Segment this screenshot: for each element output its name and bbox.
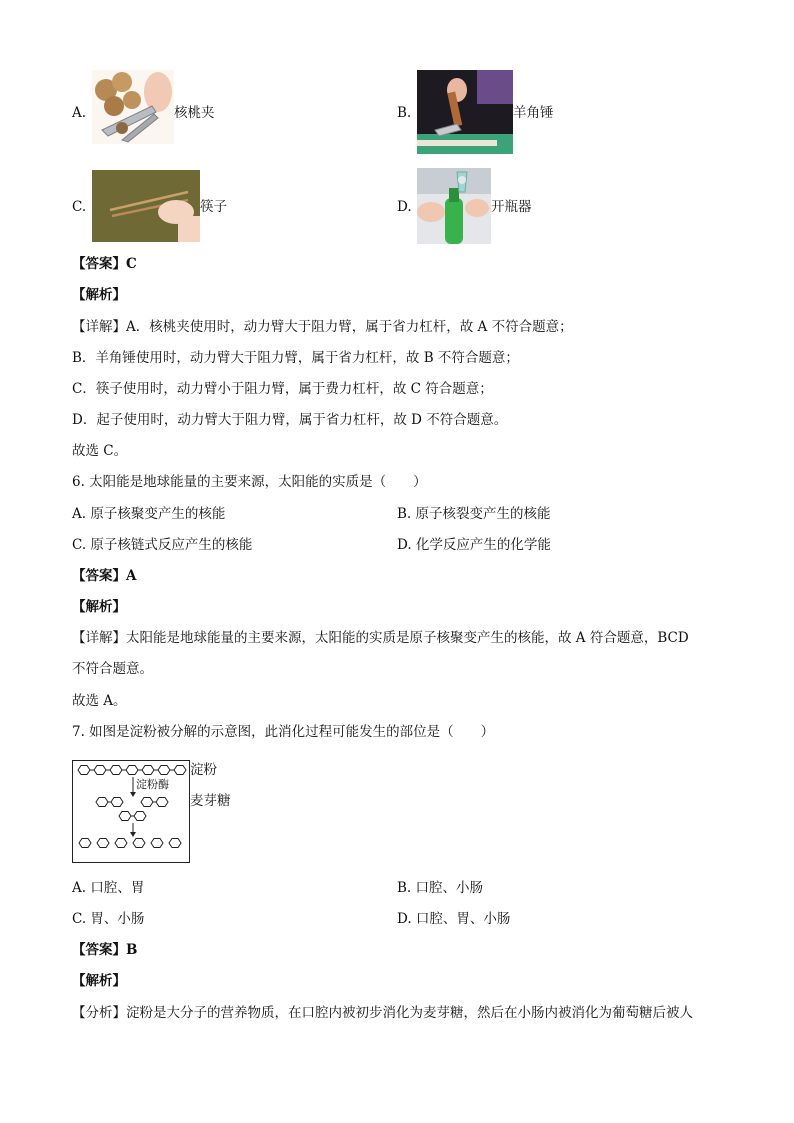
q7-option-c: C. 胃、小肠 bbox=[72, 911, 145, 927]
q6-stem: 6. 太阳能是地球能量的主要来源，太阳能的实质是（ ） bbox=[72, 474, 427, 490]
q5-option-b-caption: 羊角锤 bbox=[513, 105, 554, 121]
q5-option-d-letter: D. bbox=[397, 199, 412, 215]
enzyme-label: 淀粉酶 bbox=[136, 778, 169, 791]
q5-option-b-letter: B. bbox=[397, 105, 412, 121]
q5-conclusion: 故选 C。 bbox=[72, 443, 128, 459]
chopsticks-photo bbox=[92, 170, 200, 242]
q5-analysis-heading: 【解析】 bbox=[72, 287, 126, 303]
q5-detail-line: D．起子使用时，动力臂大于阻力臂，属于省力杠杆，故 D 不符合题意。 bbox=[72, 412, 508, 428]
q6-detail-line: 【详解】太阳能是地球能量的主要来源，太阳能的实质是原子核聚变产生的核能，故 A 符合题意，BCD bbox=[72, 630, 689, 646]
q7-stem: 7. 如图是淀粉被分解的示意图，此消化过程可能发生的部位是（ ） bbox=[72, 724, 495, 740]
q7-option-b: B. 口腔、小肠 bbox=[397, 880, 484, 896]
starch-chain bbox=[78, 766, 186, 775]
claw-hammer-photo bbox=[417, 70, 513, 154]
starch-digestion-svg bbox=[73, 761, 189, 862]
starch-digestion-diagram bbox=[72, 760, 190, 863]
bottle-opener-photo bbox=[417, 168, 491, 244]
q5-option-c-caption: 筷子 bbox=[200, 199, 227, 215]
maltose-pairs bbox=[96, 798, 168, 821]
q7-answer: 【答案】B bbox=[72, 942, 138, 958]
q6-analysis-heading: 【解析】 bbox=[72, 599, 126, 615]
maltose-label: 麦芽糖 bbox=[190, 793, 231, 809]
q7-detail-line: 【分析】淀粉是大分子的营养物质，在口腔内被初步消化为麦芽糖，然后在小肠内被消化为葡萄糖后被人 bbox=[72, 1005, 693, 1021]
q6-option-b: B. 原子核裂变产生的核能 bbox=[397, 506, 551, 522]
nutcracker-photo bbox=[92, 70, 174, 144]
q5-detail-line: B．羊角锤使用时，动力臂大于阻力臂，属于省力杠杆，故 B 不符合题意； bbox=[72, 350, 519, 366]
starch-label: 淀粉 bbox=[190, 762, 217, 778]
q5-option-a-caption: 核桃夹 bbox=[174, 105, 215, 121]
q7-option-d: D. 口腔、胃、小肠 bbox=[397, 911, 511, 927]
q5-answer: 【答案】C bbox=[72, 256, 137, 272]
q6-option-d: D. 化学反应产生的化学能 bbox=[397, 537, 551, 553]
q7-option-a: A. 口腔、胃 bbox=[72, 880, 145, 896]
glucose-row bbox=[79, 839, 181, 848]
q5-detail-line: 【详解】A．核桃夹使用时，动力臂大于阻力臂，属于省力杠杆，故 A 不符合题意； bbox=[72, 319, 573, 335]
q7-analysis-heading: 【解析】 bbox=[72, 973, 126, 989]
q6-conclusion: 故选 A。 bbox=[72, 693, 127, 709]
q6-option-a: A. 原子核聚变产生的核能 bbox=[72, 506, 226, 522]
q6-answer: 【答案】A bbox=[72, 568, 137, 584]
q5-detail-line: C．筷子使用时，动力臂小于阻力臂，属于费力杠杆，故 C 符合题意； bbox=[72, 381, 493, 397]
q6-detail-line: 不符合题意。 bbox=[72, 661, 153, 677]
q6-option-c: C. 原子核链式反应产生的核能 bbox=[72, 537, 253, 553]
q5-option-c-letter: C. bbox=[72, 199, 87, 215]
q5-option-a-letter: A. bbox=[72, 105, 87, 121]
q5-option-d-caption: 开瓶器 bbox=[491, 199, 532, 215]
